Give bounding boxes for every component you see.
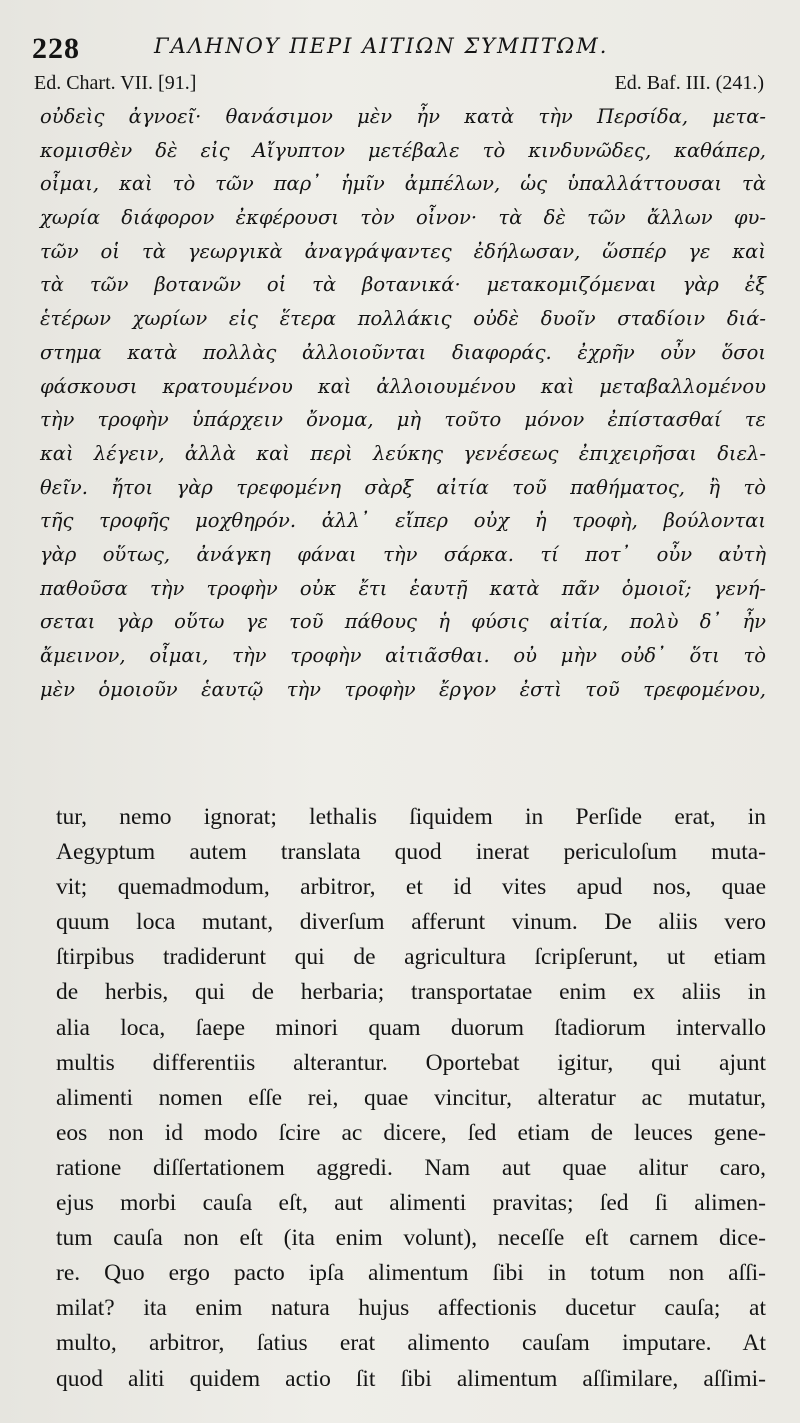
greek-line: μὲν ὁμοιοῦν ἑαυτῷ τὴν τροφὴν ἔργον ἐστὶ τοῦ τρεφομένου, bbox=[40, 677, 766, 701]
page-number: 228 bbox=[32, 32, 80, 65]
latin-line: re. Quo ergo pacto ipſa alimentum ſibi in totum non aſſi- bbox=[56, 1260, 766, 1287]
edition-reference-line bbox=[34, 72, 764, 100]
latin-line: eos non id modo ſcire ac dicere, ſed etiam de leuces gene- bbox=[56, 1119, 766, 1146]
greek-line: καὶ λέγειν, ἀλλὰ καὶ περὶ λεύκης γενέσεως ἐπιχειρῆσαι διελ- bbox=[40, 441, 766, 465]
greek-line: οἶμαι, καὶ τὸ τῶν παρ᾽ ἡμῖν ἀμπέλων, ὡς ὑπαλλάττουσαι τὰ bbox=[40, 172, 766, 196]
greek-line: τὴν τροφὴν ὑπάρχειν ὄνομα, μὴ τοῦτο μόνον ἐπίστασθαί τε bbox=[40, 408, 766, 432]
greek-line: φάσκουσι κρατουμένου καὶ ἀλλοιουμένου καὶ μεταβαλλομένου bbox=[40, 374, 766, 398]
latin-line: quum loca mutant, diverſum afferunt vinum. De aliis vero bbox=[56, 909, 766, 936]
greek-line: ἑτέρων χωρίων εἰς ἕτερα πολλάκις οὐδὲ δυοῖν σταδίοιν διά- bbox=[40, 307, 766, 331]
greek-line: παθοῦσα τὴν τροφὴν οὐκ ἔτι ἑαυτῇ κατὰ πᾶν ὁμοιοῖ; γενή- bbox=[40, 576, 766, 600]
latin-line: alimenti nomen eſſe rei, quae vincitur, alteratur ac mutatur, bbox=[56, 1084, 766, 1111]
latin-line: alia loca, ſaepe minori quam duorum ſtadiorum intervallo bbox=[56, 1014, 766, 1041]
greek-line: ἄμεινον, οἶμαι, τὴν τροφὴν αἰτιᾶσθαι. οὐ μὴν οὐδ᾽ ὅτι τὸ bbox=[40, 644, 766, 667]
latin-line: quod aliti quidem actio ſit ſibi alimentum aſſimilare, aſſimi- bbox=[56, 1365, 766, 1392]
edition-basel-reference: Ed. Baf. III. (241.) bbox=[614, 72, 764, 94]
latin-line: de herbis, qui de herbaria; transportatae enim ex aliis in bbox=[56, 979, 766, 1006]
running-title: ΓΑΛΗΝΟΥ ΠΕΡΙ ΑΙΤΙΩΝ ΣΥΜΠΤΩΜ. bbox=[154, 34, 609, 58]
latin-line: milat? ita enim natura hujus affectionis ducetur cauſa; at bbox=[56, 1295, 766, 1322]
latin-line: Aegyptum autem translata quod inerat periculoſum muta- bbox=[56, 839, 766, 866]
latin-line: multo, arbitror, ſatius erat alimento cauſam imputare. At bbox=[56, 1330, 766, 1357]
edition-chart-reference: Ed. Chart. VII. [91.] bbox=[34, 72, 197, 94]
running-head bbox=[28, 24, 768, 64]
latin-line: tur, nemo ignorat; lethalis ſiquidem in Perſide erat, in bbox=[56, 804, 766, 830]
greek-line: τὰ τῶν βοτανῶν οἱ τὰ βοτανικά· μετακομιζόμεναι γὰρ ἐξ bbox=[40, 273, 766, 297]
greek-line: θεῖν. ἤτοι γὰρ τρεφομένη σὰρξ αἰτία τοῦ παθήματος, ἢ τὸ bbox=[40, 475, 766, 499]
latin-text-block bbox=[56, 800, 766, 1397]
greek-text-block bbox=[40, 100, 766, 706]
greek-line: τῆς τροφῆς μοχθηρόν. ἀλλ᾽ εἴπερ οὐχ ἡ τροφὴ, βούλονται bbox=[40, 509, 766, 533]
latin-line: multis differentiis alterantur. Oportebat igitur, qui ajunt bbox=[56, 1049, 766, 1076]
latin-line: vit; quemadmodum, arbitror, et id vites apud nos, quae bbox=[56, 874, 766, 901]
greek-line: τῶν οἱ τὰ γεωργικὰ ἀναγράψαντες ἐδήλωσαν, ὥσπέρ γε καὶ bbox=[40, 239, 766, 263]
greek-line: γὰρ οὕτως, ἀνάγκη φάναι τὴν σάρκα. τί ποτ᾽ οὖν αὐτὴ bbox=[40, 542, 766, 566]
latin-line: ſtirpibus tradiderunt qui de agricultura ſcripſerunt, ut etiam bbox=[56, 944, 766, 971]
greek-line: οὐδεὶς ἀγνοεῖ· θανάσιμον μὲν ἦν κατὰ τὴν Περσίδα, μετα- bbox=[40, 105, 766, 128]
latin-line: ejus morbi cauſa eſt, aut alimenti pravitas; ſed ſi alimen- bbox=[56, 1190, 766, 1217]
latin-line: tum cauſa non eſt (ita enim volunt), neceſſe eſt carnem dice- bbox=[56, 1225, 766, 1252]
greek-line: κομισθὲν δὲ εἰς Αἴγυπτον μετέβαλε τὸ κινδυνῶδες, καθάπερ, bbox=[40, 138, 766, 162]
greek-line: σεται γὰρ οὕτω γε τοῦ πάθους ἡ φύσις αἰτία, πολὺ δ᾽ ἦν bbox=[40, 610, 766, 634]
latin-line: ratione diſſertationem aggredi. Nam aut quae alitur caro, bbox=[56, 1154, 766, 1181]
greek-line: χωρία διάφορον ἐκφέρουσι τὸν οἶνον· τὰ δὲ τῶν ἄλλων φυ- bbox=[40, 206, 766, 230]
greek-line: στημα κατὰ πολλὰς ἀλλοιοῦνται διαφοράς. ἐχρῆν οὖν ὅσοι bbox=[40, 340, 766, 364]
